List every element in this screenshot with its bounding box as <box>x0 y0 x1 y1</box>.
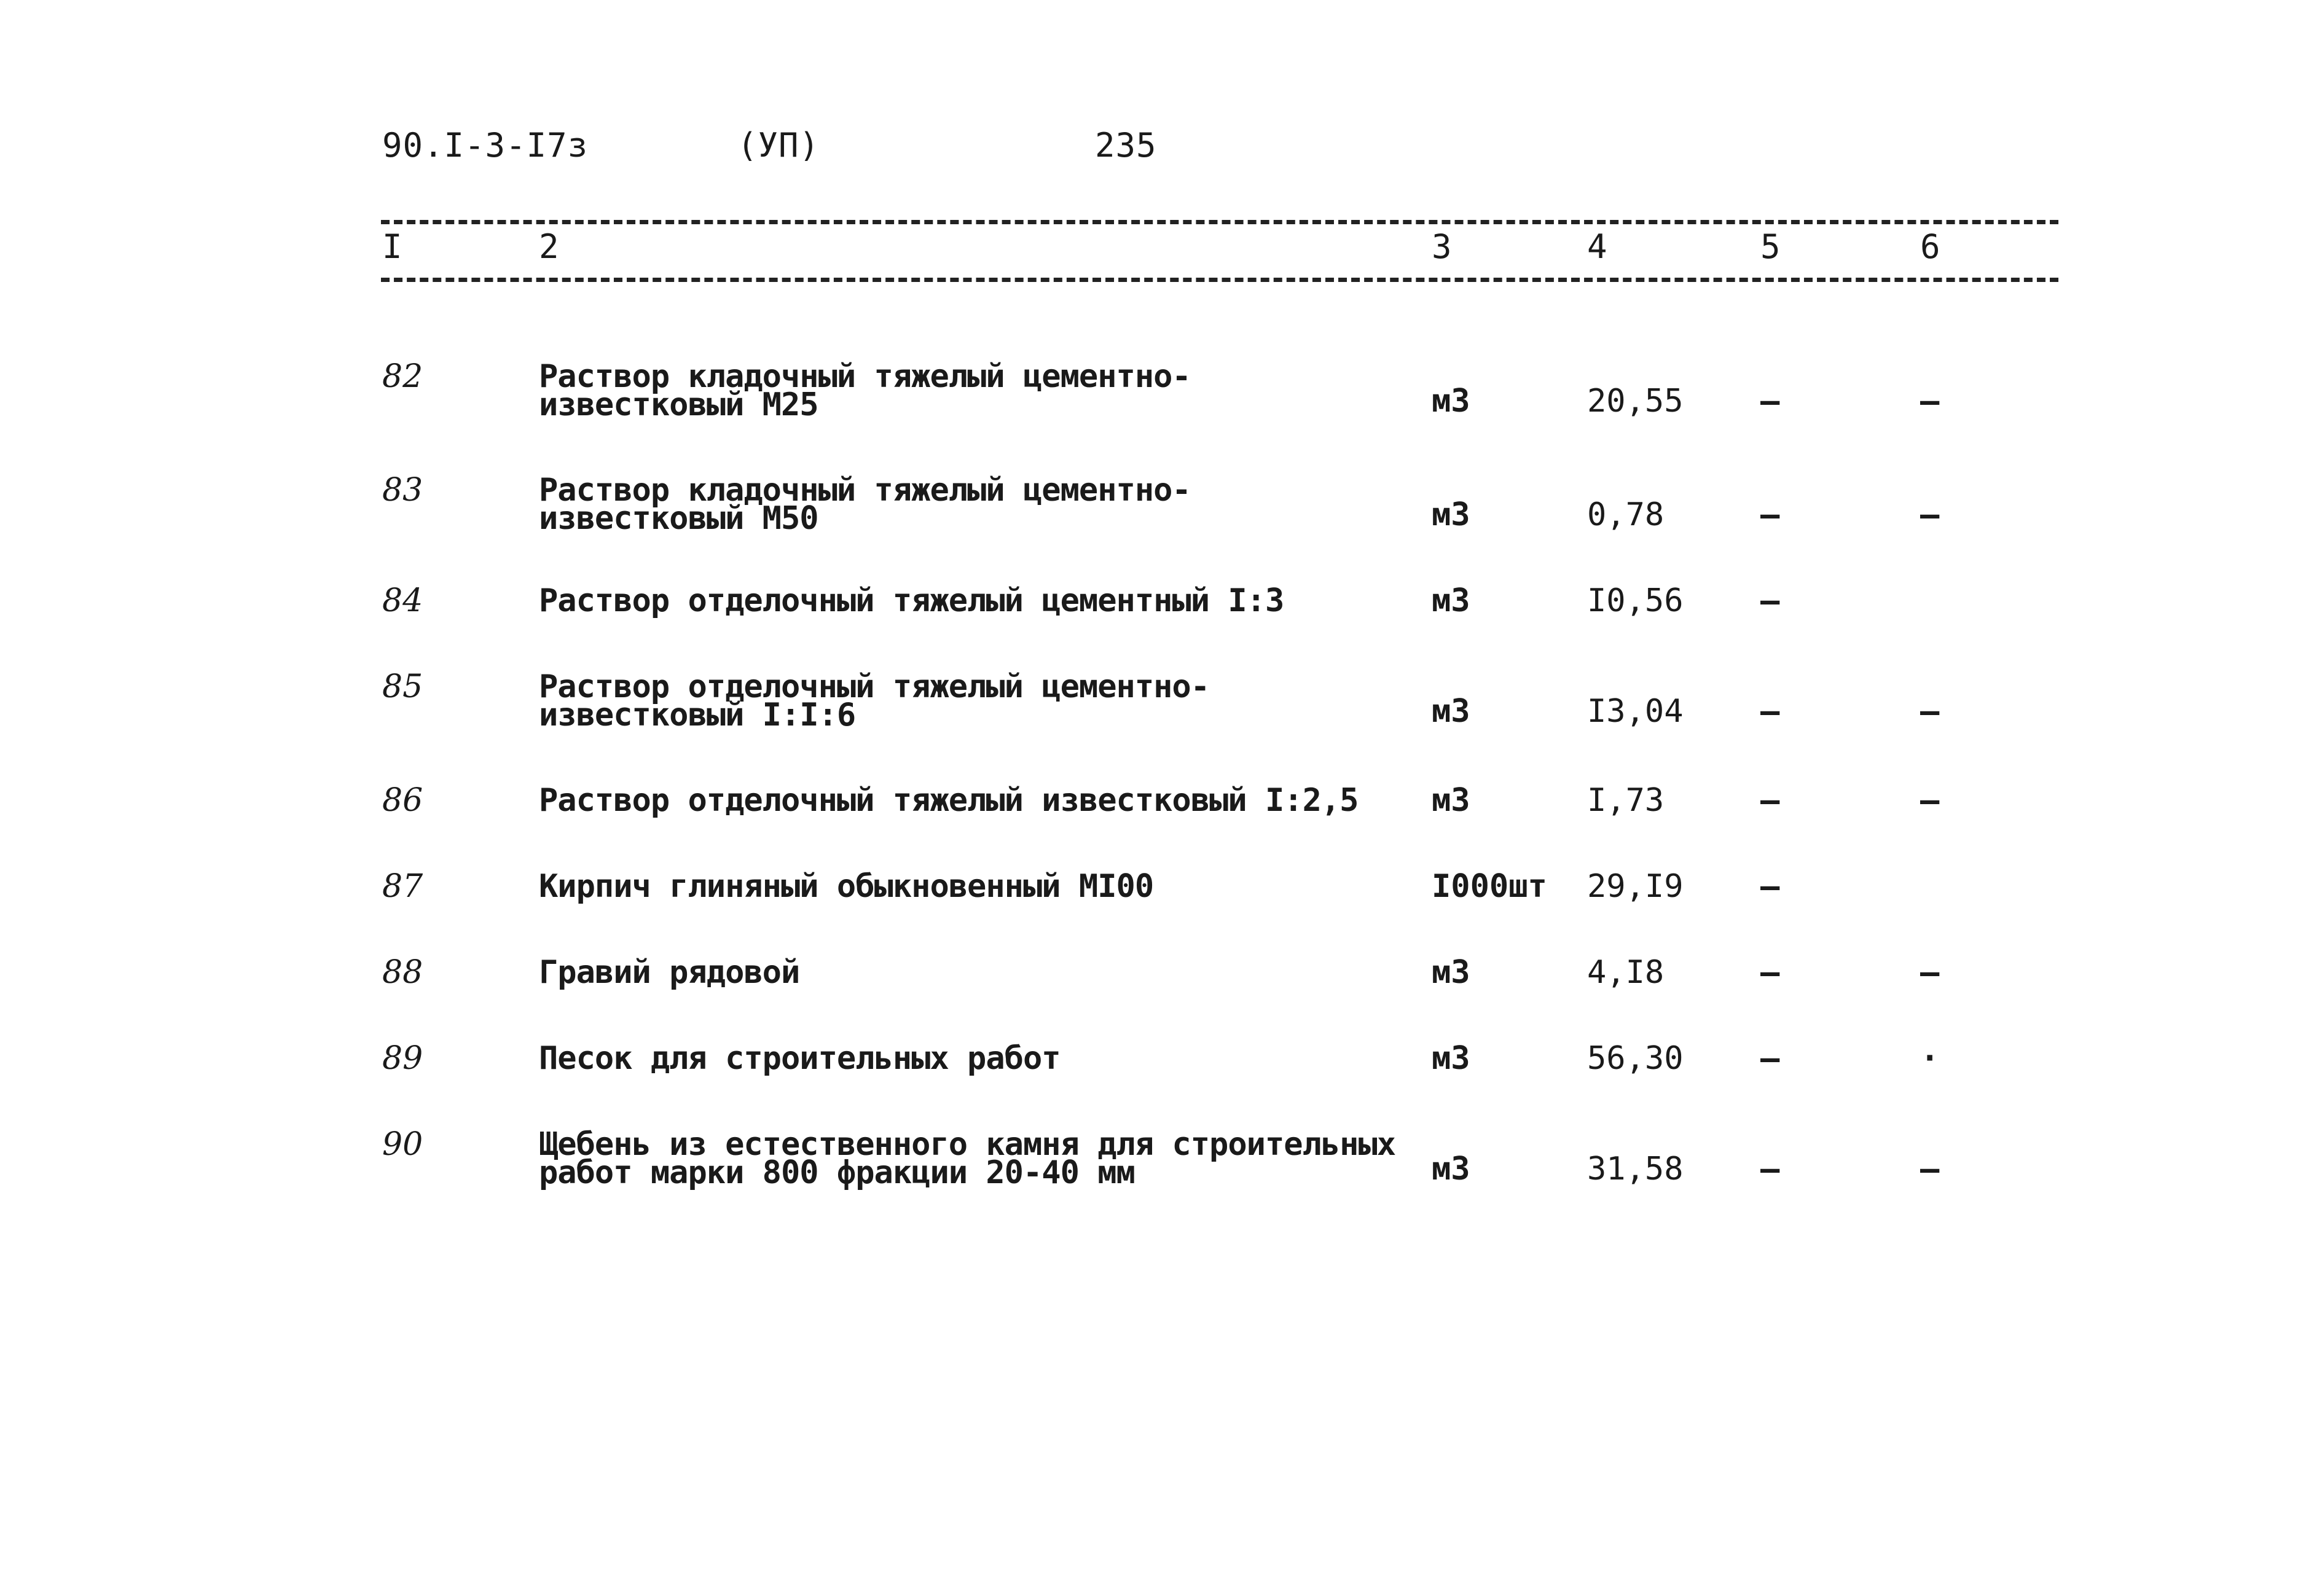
column-header-3: 3 <box>1432 227 1452 266</box>
column-header-6: 6 <box>1920 227 1940 266</box>
material-name: Щебень из естественного камня для строительных работ марки 800 фракции 20-40 мм <box>539 1126 1396 1191</box>
unit: м3 <box>1432 782 1470 819</box>
quantity: I3,04 <box>1587 693 1684 730</box>
unit: м3 <box>1432 693 1470 730</box>
material-name: Песок для строительных работ <box>539 1040 1061 1077</box>
column-header-1: I <box>382 227 402 266</box>
material-name: Гравий рядовой <box>539 954 800 991</box>
quantity: 20,55 <box>1587 383 1684 420</box>
row-number: 82 <box>382 358 423 395</box>
quantity: 56,30 <box>1587 1040 1684 1077</box>
unit: м3 <box>1432 1151 1470 1187</box>
column-6-value: – <box>1920 782 1940 819</box>
unit: м3 <box>1432 582 1470 619</box>
unit: м3 <box>1432 954 1470 991</box>
table-header-rule <box>381 278 2058 282</box>
material-name: Кирпич глиняный обыкновенный МI00 <box>539 868 1154 905</box>
column-6-value: – <box>1920 383 1940 420</box>
column-5-value: – <box>1760 582 1780 619</box>
row-number: 88 <box>382 954 423 991</box>
row-number: 83 <box>382 472 423 509</box>
column-5-value: – <box>1760 1040 1780 1077</box>
material-name: Раствор кладочный тяжелый цементно- известковый М50 <box>539 472 1191 537</box>
material-name: Раствор отделочный тяжелый цементно- известковый I:I:6 <box>539 668 1210 733</box>
column-6-value: · <box>1920 1040 1940 1077</box>
quantity: I,73 <box>1587 782 1665 819</box>
quantity: 0,78 <box>1587 496 1665 533</box>
column-6-value: – <box>1920 496 1940 533</box>
unit: I000шт <box>1432 868 1547 905</box>
material-name: Раствор кладочный тяжелый цементно- известковый М25 <box>539 358 1191 423</box>
quantity: 31,58 <box>1587 1151 1684 1187</box>
quantity: 29,I9 <box>1587 868 1684 905</box>
column-5-value: – <box>1760 868 1780 905</box>
column-header-5: 5 <box>1760 227 1781 266</box>
quantity: 4,I8 <box>1587 954 1665 991</box>
material-name: Раствор отделочный тяжелый цементный I:3 <box>539 582 1284 619</box>
unit: м3 <box>1432 383 1470 420</box>
column-header-4: 4 <box>1587 227 1607 266</box>
column-5-value: – <box>1760 383 1780 420</box>
column-header-2: 2 <box>539 227 559 266</box>
document-code: 90.І-3-І7з <box>382 126 589 165</box>
column-6-value: – <box>1920 954 1940 991</box>
unit: м3 <box>1432 496 1470 533</box>
column-5-value: – <box>1760 693 1780 730</box>
page-number: 235 <box>1095 126 1157 165</box>
row-number: 84 <box>382 582 423 619</box>
table-top-rule <box>381 220 2058 224</box>
column-5-value: – <box>1760 954 1780 991</box>
material-name: Раствор отделочный тяжелый известковый I:2,5 <box>539 782 1359 819</box>
row-number: 89 <box>382 1040 423 1077</box>
column-5-value: – <box>1760 1151 1780 1187</box>
quantity: I0,56 <box>1587 582 1684 619</box>
row-number: 87 <box>382 868 423 905</box>
column-6-value: – <box>1920 693 1940 730</box>
column-6-value: – <box>1920 1151 1940 1187</box>
document-mark: (УП) <box>737 126 820 165</box>
column-5-value: – <box>1760 782 1780 819</box>
column-5-value: – <box>1760 496 1780 533</box>
row-number: 86 <box>382 782 423 819</box>
row-number: 85 <box>382 668 423 705</box>
row-number: 90 <box>382 1126 423 1163</box>
unit: м3 <box>1432 1040 1470 1077</box>
